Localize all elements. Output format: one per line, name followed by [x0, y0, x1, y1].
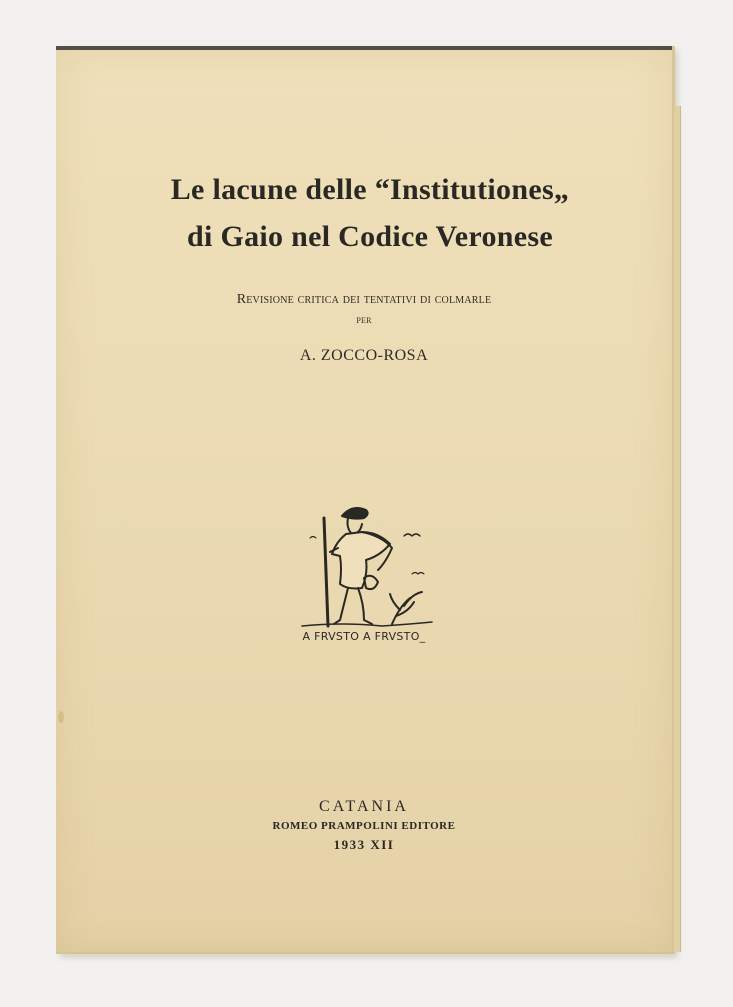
pilgrim-emblem-illustration	[282, 498, 452, 648]
paper-stain	[58, 711, 64, 723]
emblem-motto: A FRVSTO A FRVSTO_	[302, 630, 426, 643]
publisher-name: ROMEO PRAMPOLINI EDITORE	[272, 820, 456, 832]
subtitle: Revisione critica dei tentativi di colmarle	[236, 292, 492, 307]
author-name: A. ZOCCO-ROSA	[299, 347, 429, 364]
publication-city: CATANIA	[319, 798, 409, 815]
book-cover	[56, 46, 675, 954]
title-line-1: Le lacune delle “Institutiones„	[170, 173, 570, 206]
publication-year: 1933 XII	[333, 837, 395, 852]
cover-top-edge	[56, 46, 672, 50]
by-line: per	[356, 314, 372, 326]
title-line-2: di Gaio nel Codice Veronese	[187, 220, 553, 253]
